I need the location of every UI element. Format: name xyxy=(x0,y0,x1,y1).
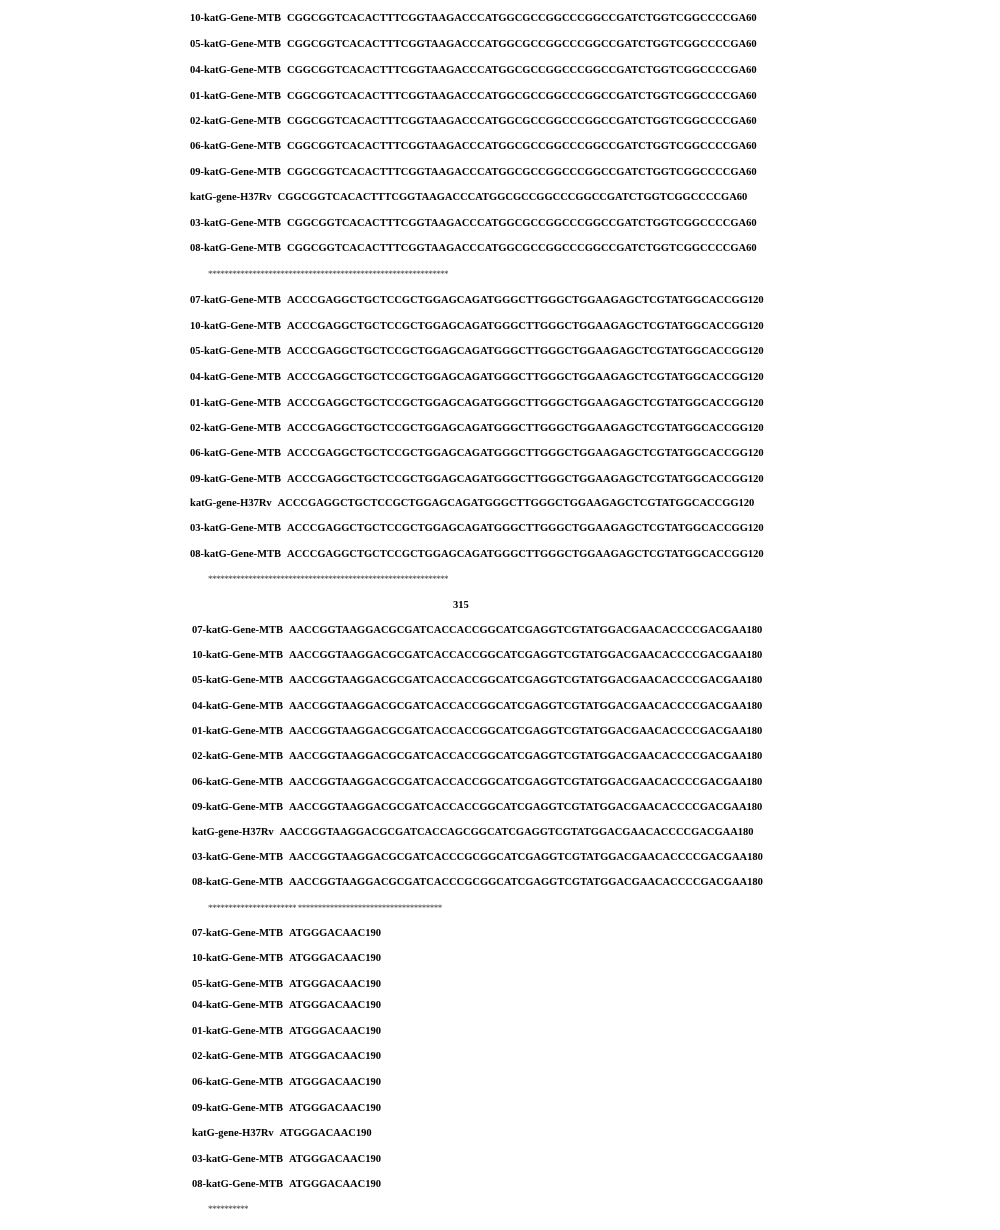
sequence-row xyxy=(192,700,762,714)
sequence-bases: AACCGGTAAGGACGCGATCACCACCGGCATCGAGGTCGTATGGACGAACACCCCGACGAA xyxy=(289,802,747,813)
sequence-bases: ATGGGACAAC xyxy=(289,1026,366,1037)
sequence-name: 02-katG-Gene-MTB xyxy=(192,1051,283,1062)
sequence-position: 60 xyxy=(746,218,757,229)
sequence-row xyxy=(190,447,764,461)
sequence-bases: CGGCGGTCACACTTTCGGTAAGACCCATGGCGCCGGCCCGGCCGATCTGGTCGGCCCCGA xyxy=(287,218,747,229)
sequence-position: 180 xyxy=(746,802,763,813)
sequence-name: 04-katG-Gene-MTB xyxy=(190,65,281,76)
sequence-name: 06-katG-Gene-MTB xyxy=(192,777,283,788)
sequence-bases: ATGGGACAAC xyxy=(289,1000,366,1011)
sequence-name: 10-katG-Gene-MTB xyxy=(190,321,281,332)
sequence-bases: ATGGGACAAC xyxy=(289,1154,366,1165)
sequence-position: 190 xyxy=(365,928,381,939)
sequence-name: 05-katG-Gene-MTB xyxy=(192,675,283,686)
sequence-name: 01-katG-Gene-MTB xyxy=(192,1026,283,1037)
sequence-bases: AACCGGTAAGGACGCGATCACCACCGGCATCGAGGTCGTATGGACGAACACCCCGACGAA xyxy=(289,777,747,788)
sequence-bases: ACCCGAGGCTGCTCCGCTGGAGCAGATGGGCTTGGGCTGGAAGAGCTCGTATGGCACCGG xyxy=(287,474,748,485)
sequence-bases: ATGGGACAAC xyxy=(279,1128,356,1139)
sequence-row xyxy=(192,1153,381,1167)
sequence-name: 03-katG-Gene-MTB xyxy=(192,852,283,863)
sequence-position: 190 xyxy=(365,1103,381,1114)
sequence-position: 120 xyxy=(738,498,755,509)
sequence-position: 180 xyxy=(746,726,763,737)
sequence-row xyxy=(190,345,764,359)
sequence-bases: ACCCGAGGCTGCTCCGCTGGAGCAGATGGGCTTGGGCTGGAAGAGCTCGTATGGCACCGG xyxy=(287,346,748,357)
sequence-position: 180 xyxy=(746,650,763,661)
sequence-position: 120 xyxy=(747,448,764,459)
sequence-row xyxy=(192,750,762,764)
sequence-name: 07-katG-Gene-MTB xyxy=(192,928,283,939)
consensus-line: ********** xyxy=(208,1204,248,1214)
sequence-row xyxy=(192,674,762,688)
sequence-name: 06-katG-Gene-MTB xyxy=(192,1077,283,1088)
sequence-row xyxy=(192,999,381,1013)
sequence-row xyxy=(190,294,764,308)
sequence-position: 180 xyxy=(746,625,763,636)
sequence-position: 190 xyxy=(365,979,381,990)
sequence-name: 05-katG-Gene-MTB xyxy=(190,346,281,357)
sequence-bases: CGGCGGTCACACTTTCGGTAAGACCCATGGCGCCGGCCCGGCCGATCTGGTCGGCCCCGA xyxy=(287,65,747,76)
sequence-position: 190 xyxy=(365,1154,381,1165)
sequence-name: 04-katG-Gene-MTB xyxy=(192,701,283,712)
sequence-row xyxy=(190,140,757,154)
position-marker: 315 xyxy=(453,600,469,611)
sequence-row xyxy=(192,1050,381,1064)
sequence-bases: ATGGGACAAC xyxy=(289,928,366,939)
sequence-bases: AACCGGTAAGGACGCGATCACCACCGGCATCGAGGTCGTATGGACGAACACCCCGACGAA xyxy=(289,726,747,737)
sequence-row xyxy=(192,624,762,638)
sequence-bases: CGGCGGTCACACTTTCGGTAAGACCCATGGCGCCGGCCCGGCCGATCTGGTCGGCCCCGA xyxy=(277,192,737,203)
sequence-bases: ACCCGAGGCTGCTCCGCTGGAGCAGATGGGCTTGGGCTGGAAGAGCTCGTATGGCACCGG xyxy=(287,523,748,534)
sequence-row xyxy=(190,242,757,256)
sequence-position: 60 xyxy=(746,65,757,76)
sequence-bases: CGGCGGTCACACTTTCGGTAAGACCCATGGCGCCGGCCCGGCCGATCTGGTCGGCCCCGA xyxy=(287,39,747,50)
sequence-bases: CGGCGGTCACACTTTCGGTAAGACCCATGGCGCCGGCCCGGCCGATCTGGTCGGCCCCGA xyxy=(287,13,747,24)
sequence-name: 03-katG-Gene-MTB xyxy=(192,1154,283,1165)
sequence-bases: AACCGGTAAGGACGCGATCACCACCGGCATCGAGGTCGTATGGACGAACACCCCGACGAA xyxy=(289,650,747,661)
sequence-position: 180 xyxy=(746,777,763,788)
sequence-row xyxy=(192,1102,381,1116)
sequence-position: 120 xyxy=(747,346,764,357)
sequence-name: 08-katG-Gene-MTB xyxy=(192,877,283,888)
sequence-bases: AACCGGTAAGGACGCGATCACCAGCGGCATCGAGGTCGTATGGACGAACACCCCGACGAA xyxy=(279,827,738,838)
sequence-position: 190 xyxy=(365,953,381,964)
sequence-position: 120 xyxy=(747,549,764,560)
sequence-name: katG-gene-H37Rv xyxy=(190,192,272,203)
sequence-bases: ACCCGAGGCTGCTCCGCTGGAGCAGATGGGCTTGGGCTGGAAGAGCTCGTATGGCACCGG xyxy=(277,498,739,509)
sequence-position: 120 xyxy=(747,474,764,485)
sequence-position: 180 xyxy=(747,877,763,888)
consensus-line: ********************** ************************************ xyxy=(208,903,442,913)
sequence-row xyxy=(190,191,747,205)
sequence-row xyxy=(192,1127,372,1141)
sequence-name: 10-katG-Gene-MTB xyxy=(192,650,283,661)
sequence-bases: AACCGGTAAGGACGCGATCACCACCGGCATCGAGGTCGTATGGACGAACACCCCGACGAA xyxy=(289,701,747,712)
sequence-row xyxy=(190,320,764,334)
sequence-name: 03-katG-Gene-MTB xyxy=(190,218,281,229)
sequence-position: 60 xyxy=(746,39,757,50)
sequence-name: 06-katG-Gene-MTB xyxy=(190,448,281,459)
sequence-name: katG-gene-H37Rv xyxy=(192,1128,274,1139)
sequence-position: 180 xyxy=(746,675,763,686)
sequence-row xyxy=(190,90,757,104)
sequence-position: 190 xyxy=(365,1077,381,1088)
sequence-bases: ATGGGACAAC xyxy=(289,953,366,964)
sequence-row xyxy=(190,12,757,26)
sequence-bases: ATGGGACAAC xyxy=(289,1103,366,1114)
sequence-row xyxy=(190,115,757,129)
sequence-bases: ATGGGACAAC xyxy=(289,979,366,990)
sequence-row xyxy=(190,371,764,385)
sequence-name: 01-katG-Gene-MTB xyxy=(190,398,281,409)
sequence-row xyxy=(190,64,757,78)
sequence-bases: CGGCGGTCACACTTTCGGTAAGACCCATGGCGCCGGCCCGGCCGATCTGGTCGGCCCCGA xyxy=(287,141,747,152)
sequence-row xyxy=(192,1178,381,1192)
sequence-name: 02-katG-Gene-MTB xyxy=(190,116,281,127)
sequence-name: 09-katG-Gene-MTB xyxy=(192,802,283,813)
sequence-position: 120 xyxy=(747,523,764,534)
sequence-row xyxy=(192,876,763,890)
sequence-position: 60 xyxy=(746,167,757,178)
sequence-position: 60 xyxy=(746,141,757,152)
sequence-name: 01-katG-Gene-MTB xyxy=(192,726,283,737)
sequence-bases: CGGCGGTCACACTTTCGGTAAGACCCATGGCGCCGGCCCGGCCGATCTGGTCGGCCCCGA xyxy=(287,116,747,127)
sequence-name: katG-gene-H37Rv xyxy=(190,498,272,509)
sequence-bases: ACCCGAGGCTGCTCCGCTGGAGCAGATGGGCTTGGGCTGGAAGAGCTCGTATGGCACCGG xyxy=(287,448,748,459)
sequence-bases: CGGCGGTCACACTTTCGGTAAGACCCATGGCGCCGGCCCGGCCGATCTGGTCGGCCCCGA xyxy=(287,167,747,178)
sequence-name: 05-katG-Gene-MTB xyxy=(190,39,281,50)
sequence-row xyxy=(192,1076,381,1090)
sequence-name: 08-katG-Gene-MTB xyxy=(192,1179,283,1190)
sequence-position: 180 xyxy=(747,852,763,863)
sequence-position: 120 xyxy=(747,372,764,383)
sequence-position: 120 xyxy=(747,321,764,332)
sequence-position: 60 xyxy=(736,192,748,203)
sequence-row xyxy=(190,548,764,562)
sequence-position: 190 xyxy=(365,1051,381,1062)
sequence-name: 05-katG-Gene-MTB xyxy=(192,979,283,990)
sequence-row xyxy=(190,497,754,511)
sequence-name: 10-katG-Gene-MTB xyxy=(190,13,281,24)
sequence-row xyxy=(190,422,764,436)
sequence-row xyxy=(190,522,764,536)
sequence-row xyxy=(192,978,381,992)
sequence-bases: AACCGGTAAGGACGCGATCACCACCGGCATCGAGGTCGTATGGACGAACACCCCGACGAA xyxy=(289,625,747,636)
sequence-position: 60 xyxy=(746,243,757,254)
sequence-row xyxy=(190,473,764,487)
sequence-row xyxy=(192,649,762,663)
consensus-line: ************************************************************ xyxy=(208,574,448,584)
sequence-bases: ACCCGAGGCTGCTCCGCTGGAGCAGATGGGCTTGGGCTGGAAGAGCTCGTATGGCACCGG xyxy=(287,423,748,434)
sequence-position: 120 xyxy=(747,423,764,434)
sequence-name: 04-katG-Gene-MTB xyxy=(190,372,281,383)
sequence-row xyxy=(192,801,762,815)
sequence-row xyxy=(192,952,381,966)
sequence-row xyxy=(190,397,764,411)
sequence-name: 01-katG-Gene-MTB xyxy=(190,91,281,102)
sequence-name: 08-katG-Gene-MTB xyxy=(190,243,281,254)
sequence-bases: ACCCGAGGCTGCTCCGCTGGAGCAGATGGGCTTGGGCTGGAAGAGCTCGTATGGCACCGG xyxy=(287,295,748,306)
sequence-name: 06-katG-Gene-MTB xyxy=(190,141,281,152)
sequence-position: 190 xyxy=(365,1000,381,1011)
sequence-row xyxy=(190,166,757,180)
sequence-position: 190 xyxy=(355,1128,372,1139)
sequence-bases: ATGGGACAAC xyxy=(289,1179,366,1190)
sequence-bases: AACCGGTAAGGACGCGATCACCACCGGCATCGAGGTCGTATGGACGAACACCCCGACGAA xyxy=(289,751,747,762)
sequence-position: 190 xyxy=(365,1026,381,1037)
sequence-bases: ACCCGAGGCTGCTCCGCTGGAGCAGATGGGCTTGGGCTGGAAGAGCTCGTATGGCACCGG xyxy=(287,398,748,409)
sequence-name: 10-katG-Gene-MTB xyxy=(192,953,283,964)
sequence-position: 60 xyxy=(746,13,757,24)
sequence-row xyxy=(190,217,757,231)
sequence-name: 02-katG-Gene-MTB xyxy=(190,423,281,434)
sequence-name: 08-katG-Gene-MTB xyxy=(190,549,281,560)
sequence-name: katG-gene-H37Rv xyxy=(192,827,274,838)
sequence-name: 09-katG-Gene-MTB xyxy=(190,167,281,178)
sequence-name: 07-katG-Gene-MTB xyxy=(192,625,283,636)
sequence-row xyxy=(190,38,757,52)
sequence-position: 180 xyxy=(746,751,763,762)
sequence-name: 09-katG-Gene-MTB xyxy=(190,474,281,485)
sequence-bases: AACCGGTAAGGACGCGATCACCCGCGGCATCGAGGTCGTATGGACGAACACCCCGACGAA xyxy=(289,877,748,888)
sequence-bases: AACCGGTAAGGACGCGATCACCACCGGCATCGAGGTCGTATGGACGAACACCCCGACGAA xyxy=(289,675,747,686)
sequence-bases: ACCCGAGGCTGCTCCGCTGGAGCAGATGGGCTTGGGCTGGAAGAGCTCGTATGGCACCGG xyxy=(287,549,748,560)
sequence-bases: ACCCGAGGCTGCTCCGCTGGAGCAGATGGGCTTGGGCTGGAAGAGCTCGTATGGCACCGG xyxy=(287,321,748,332)
sequence-position: 60 xyxy=(746,116,757,127)
sequence-name: 02-katG-Gene-MTB xyxy=(192,751,283,762)
sequence-position: 120 xyxy=(747,398,764,409)
sequence-row xyxy=(192,776,762,790)
sequence-position: 180 xyxy=(746,701,763,712)
sequence-name: 03-katG-Gene-MTB xyxy=(190,523,281,534)
sequence-row xyxy=(192,851,763,865)
sequence-bases: CGGCGGTCACACTTTCGGTAAGACCCATGGCGCCGGCCCGGCCGATCTGGTCGGCCCCGA xyxy=(287,91,747,102)
sequence-position: 190 xyxy=(365,1179,381,1190)
sequence-row xyxy=(192,1025,381,1039)
sequence-bases: CGGCGGTCACACTTTCGGTAAGACCCATGGCGCCGGCCCGGCCGATCTGGTCGGCCCCGA xyxy=(287,243,747,254)
sequence-bases: ACCCGAGGCTGCTCCGCTGGAGCAGATGGGCTTGGGCTGGAAGAGCTCGTATGGCACCGG xyxy=(287,372,748,383)
sequence-bases: ATGGGACAAC xyxy=(289,1051,366,1062)
sequence-position: 120 xyxy=(747,295,764,306)
sequence-name: 04-katG-Gene-MTB xyxy=(192,1000,283,1011)
sequence-position: 60 xyxy=(746,91,757,102)
sequence-row xyxy=(192,826,754,840)
sequence-name: 07-katG-Gene-MTB xyxy=(190,295,281,306)
sequence-row xyxy=(192,725,762,739)
sequence-position: 180 xyxy=(737,827,754,838)
sequence-name: 09-katG-Gene-MTB xyxy=(192,1103,283,1114)
sequence-bases: AACCGGTAAGGACGCGATCACCCGCGGCATCGAGGTCGTATGGACGAACACCCCGACGAA xyxy=(289,852,748,863)
sequence-bases: ATGGGACAAC xyxy=(289,1077,366,1088)
sequence-row xyxy=(192,927,381,941)
consensus-line: ************************************************************ xyxy=(208,269,448,279)
